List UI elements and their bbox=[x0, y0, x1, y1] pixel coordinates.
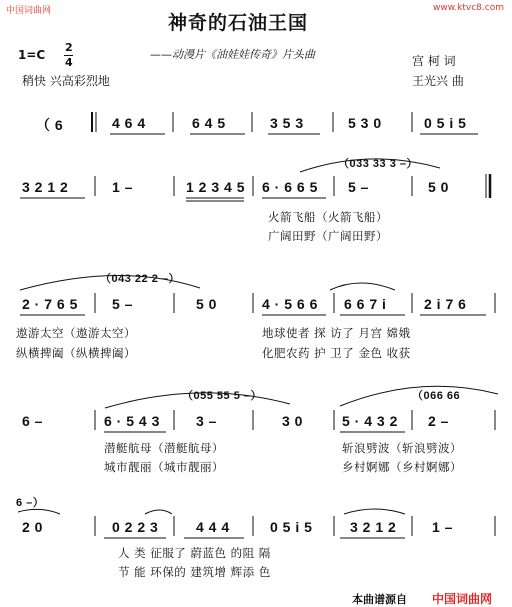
measure-3-6: 2 i 7 6 bbox=[424, 296, 467, 312]
measure-1-1: （ 6 bbox=[36, 117, 64, 133]
lyrics-3-verse-1b: 地球使者 探 访了 月宫 嫦娥 bbox=[262, 326, 411, 340]
measure-3-4: 4 · 5 6 6 bbox=[262, 296, 318, 312]
measure-4-4: 3 0 bbox=[282, 413, 303, 429]
song-subtitle: ——动漫片《油娃娃传奇》片头曲 bbox=[150, 48, 315, 61]
lyrics-3-verse-2a: 纵横捭阖（纵横捭阖） bbox=[16, 346, 136, 360]
measure-5-1: 2 0 bbox=[22, 519, 43, 535]
time-signature-top: 2 bbox=[65, 41, 73, 54]
measure-3-2: 5 – bbox=[112, 296, 133, 312]
key-signature: 1=C bbox=[18, 48, 46, 62]
watermark-left: 中国词曲网 bbox=[6, 6, 52, 16]
lyrics-3-verse-2b: 化肥农药 护 卫了 金色 收获 bbox=[262, 346, 411, 360]
lyrics-4-verse-2a: 城市靓丽（城市靓丽） bbox=[104, 460, 224, 474]
overlay-2: （033 33 3 –） bbox=[338, 158, 418, 170]
measure-5-3: 4 4 4 bbox=[196, 519, 230, 535]
watermark-right: www.ktvc8.com bbox=[433, 3, 504, 13]
lyrics-5-verse-1: 人 类 征服了 蔚蓝色 的阻 隔 bbox=[118, 546, 271, 560]
measure-2-3: 1 2 3 4 5 bbox=[186, 179, 245, 195]
measure-2-1: 3 2 1 2 bbox=[22, 179, 69, 195]
measure-4-3: 3 – bbox=[196, 413, 217, 429]
lyrics-2-verse-1: 火箭飞船（火箭飞船） bbox=[268, 210, 388, 224]
lyrics-4-verse-2b: 乡村婀娜（乡村婀娜） bbox=[342, 460, 462, 474]
measure-4-2: 6 · 5 4 3 bbox=[104, 413, 160, 429]
measure-5-6: 1 – bbox=[432, 519, 453, 535]
measure-2-6: 5 0 bbox=[428, 179, 449, 195]
measure-3-3: 5 0 bbox=[196, 296, 217, 312]
overlay-3: （043 22 2 –） bbox=[100, 273, 180, 285]
overlay-5: 6 –） bbox=[16, 497, 45, 509]
song-title: 神奇的石油王国 bbox=[168, 12, 309, 34]
footer-source-label: 本曲谱源自 bbox=[352, 593, 407, 606]
time-signature-bottom: 4 bbox=[65, 56, 73, 69]
overlay-4a: （055 55 5 –） bbox=[182, 390, 262, 402]
lyrics-2-verse-2: 广阔田野（广阔田野） bbox=[268, 229, 388, 243]
measure-2-2: 1 – bbox=[112, 179, 133, 195]
tempo-marking: 稍快 兴高彩烈地 bbox=[22, 74, 110, 88]
measure-5-4: 0 5 i 5 bbox=[270, 519, 313, 535]
lyrics-4-verse-1a: 潜艇航母（潜艇航母） bbox=[104, 441, 224, 455]
measure-2-5: 5 – bbox=[348, 179, 369, 195]
measure-1-3: 6 4 5 bbox=[192, 115, 226, 131]
lyricist-credit: 宫 柯 词 bbox=[412, 54, 456, 68]
lyrics-5-verse-2: 节 能 环保的 建筑增 辉添 色 bbox=[118, 565, 271, 579]
measure-4-1: 6 – bbox=[22, 413, 43, 429]
measure-3-1: 2 · 7 6 5 bbox=[22, 296, 78, 312]
measure-3-5: 6 6 7 i bbox=[344, 296, 387, 312]
measure-5-2: 0 2 2 3 bbox=[112, 519, 159, 535]
lyrics-3-verse-1a: 遨游太空（遨游太空） bbox=[16, 326, 136, 340]
overlay-4b: （066 66 bbox=[412, 390, 461, 402]
footer-site-link[interactable]: 中国词曲网 bbox=[432, 592, 493, 606]
measure-4-6: 2 – bbox=[428, 413, 449, 429]
measure-4-5: 5 · 4 3 2 bbox=[342, 413, 398, 429]
measure-2-4: 6 · 6 6 5 bbox=[262, 179, 318, 195]
measure-1-6: 0 5 i 5 bbox=[424, 115, 467, 131]
measure-1-2: 4 6 4 bbox=[112, 115, 146, 131]
lyrics-4-verse-1b: 斩浪劈波（斩浪劈波） bbox=[342, 441, 462, 455]
composer-credit: 王光兴 曲 bbox=[412, 74, 464, 88]
measure-1-4: 3 5 3 bbox=[270, 115, 304, 131]
measure-5-5: 3 2 1 2 bbox=[350, 519, 397, 535]
measure-1-5: 5 3 0 bbox=[348, 115, 382, 131]
